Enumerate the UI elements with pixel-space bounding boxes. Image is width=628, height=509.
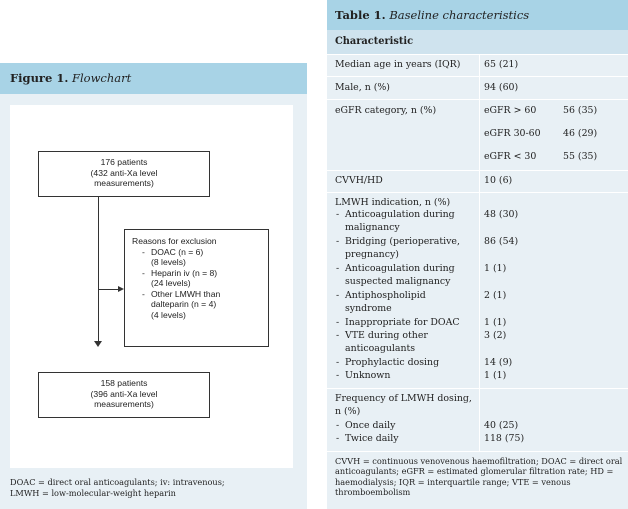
lmwh-item-value: 2 (1) — [484, 290, 507, 301]
freq-item — [335, 433, 399, 446]
row-label-cvvh: CVVH/HD — [335, 175, 383, 186]
flowchart-box-final — [38, 372, 210, 418]
freq-item-value: 118 (75) — [484, 433, 525, 444]
exclusion-text: (4 levels) — [151, 309, 186, 320]
flowchart — [10, 105, 293, 468]
figure-panel — [0, 63, 307, 509]
flowchart-box-initial — [38, 151, 210, 197]
flowchart-box-exclusion — [124, 229, 269, 347]
lmwh-item-label — [335, 263, 455, 288]
footnote-line: DOAC = direct oral anticoagulants; iv: intravenous; — [10, 477, 225, 487]
lmwh-item-value: 1 (1) — [484, 370, 507, 381]
lmwh-item-value: 1 (1) — [484, 317, 507, 328]
egfr-sub-value: 56 (35) — [563, 105, 598, 116]
label-line: Anticoagulation during — [345, 209, 455, 220]
exclusion-title: Reasons for exclusion — [132, 236, 217, 246]
box-line: (432 anti-Xa level — [90, 167, 158, 178]
lmwh-item — [335, 290, 426, 315]
row-label-male: Male, n (%) — [335, 82, 390, 93]
label-line: anticoagulants — [345, 342, 416, 354]
lmwh-item — [335, 263, 455, 288]
label-line: suspected malignancy — [345, 275, 451, 287]
exclusion-item — [132, 247, 268, 268]
egfr-sub-label: eGFR < 30 — [484, 151, 537, 162]
row-label-egfr: eGFR category, n (%) — [335, 105, 437, 116]
row-divider — [327, 192, 628, 193]
row-label-frequency — [335, 393, 472, 418]
table-label: Table 1. — [335, 8, 386, 22]
label-line: VTE during other — [345, 330, 428, 341]
table-title: Baseline characteristics — [389, 8, 530, 22]
label-line: Antiphospholipid — [345, 290, 426, 301]
egfr-sub-label: eGFR > 60 — [484, 105, 537, 116]
freq-item-label: - Twice daily — [335, 433, 399, 446]
egfr-sub-value: 46 (29) — [563, 128, 598, 139]
column-divider — [479, 54, 480, 451]
row-label-age: Median age in years (IQR) — [335, 59, 461, 70]
label-line: Inappropriate for DOAC — [345, 317, 460, 328]
row-label-lmwh: LMWH indication, n (%) — [335, 197, 451, 208]
egfr-sub-label: eGFR 30-60 — [484, 128, 541, 139]
exclusion-text: (8 levels) — [151, 257, 186, 267]
label-line: Unknown — [345, 370, 391, 381]
lmwh-item-label — [335, 209, 455, 234]
box-line: measurements) — [94, 399, 154, 409]
exclusion-text: - DOAC (n = 6) — [151, 246, 204, 257]
table-column-header: Characteristic — [327, 30, 628, 54]
footnote-line: LMWH = low-molecular-weight heparin — [10, 487, 176, 498]
figure-label: Figure 1. — [10, 71, 69, 85]
row-divider — [327, 451, 628, 452]
lmwh-item-label — [335, 236, 460, 261]
freq-item-label: - Once daily — [335, 420, 395, 433]
row-value-age: 65 (21) — [484, 59, 519, 70]
lmwh-item-label — [335, 317, 460, 330]
table-panel — [327, 0, 628, 509]
exclusion-text: - Heparin iv (n = 8) — [151, 267, 218, 278]
arrow-down-icon — [94, 341, 102, 347]
egfr-sub-value: 55 (35) — [563, 151, 598, 162]
figure-footnote — [10, 477, 300, 498]
lmwh-item-label — [335, 290, 426, 315]
lmwh-item — [335, 357, 439, 370]
row-divider — [327, 76, 628, 77]
label-line: Prophylactic dosing — [345, 357, 440, 368]
box-line: measurements) — [94, 178, 154, 188]
label-line: Frequency of LMWH dosing, — [335, 393, 472, 404]
exclusion-item — [132, 268, 268, 289]
lmwh-item — [335, 317, 460, 330]
figure-heading — [0, 63, 307, 94]
box-line: (396 anti-Xa level — [90, 388, 158, 399]
label-line: malignancy — [345, 221, 400, 233]
row-divider — [327, 170, 628, 171]
lmwh-item-label — [335, 370, 390, 383]
lmwh-item — [335, 370, 390, 383]
label-line: pregnancy) — [345, 248, 399, 260]
lmwh-item-value: 14 (9) — [484, 357, 513, 368]
flow-line-main — [98, 197, 99, 344]
freq-item — [335, 420, 395, 433]
label-line: n (%) — [335, 405, 361, 417]
label-line: Anticoagulation during — [345, 263, 455, 274]
box-line: 158 patients — [100, 378, 148, 388]
row-divider — [327, 99, 628, 100]
lmwh-item — [335, 236, 460, 261]
exclusion-text: - Other LMWH than — [151, 288, 221, 299]
row-value-male: 94 (60) — [484, 82, 519, 93]
table-footnote: CVVH = continuous venovenous haemofiltration; DOAC = direct oral anticoagulants; eGFR = estimated glomerular filtration rate; HD = haemodialysis; IQR = interquartile range; VTE = venous thromboembolism — [335, 456, 623, 498]
exclusion-item — [132, 289, 268, 321]
lmwh-item-value: 48 (30) — [484, 209, 519, 220]
exclusion-text: (24 levels) — [151, 278, 191, 288]
exclusion-text: dalteparin (n = 4) — [151, 299, 217, 309]
freq-item-value: 40 (25) — [484, 420, 519, 431]
label-line: Bridging (perioperative, — [345, 236, 460, 247]
lmwh-item-value: 3 (2) — [484, 330, 507, 341]
row-divider — [327, 388, 628, 389]
lmwh-item-label — [335, 357, 439, 370]
lmwh-item — [335, 209, 455, 234]
figure-title: Flowchart — [71, 71, 132, 85]
exclusion-list — [132, 247, 268, 321]
row-divider — [327, 54, 628, 55]
lmwh-item-label — [335, 330, 428, 355]
lmwh-item — [335, 330, 428, 355]
label-line: syndrome — [345, 302, 392, 314]
box-line: 176 patients — [100, 157, 148, 167]
row-value-cvvh: 10 (6) — [484, 175, 513, 186]
table-heading — [327, 0, 628, 30]
lmwh-item-value: 86 (54) — [484, 236, 519, 247]
lmwh-item-value: 1 (1) — [484, 263, 507, 274]
